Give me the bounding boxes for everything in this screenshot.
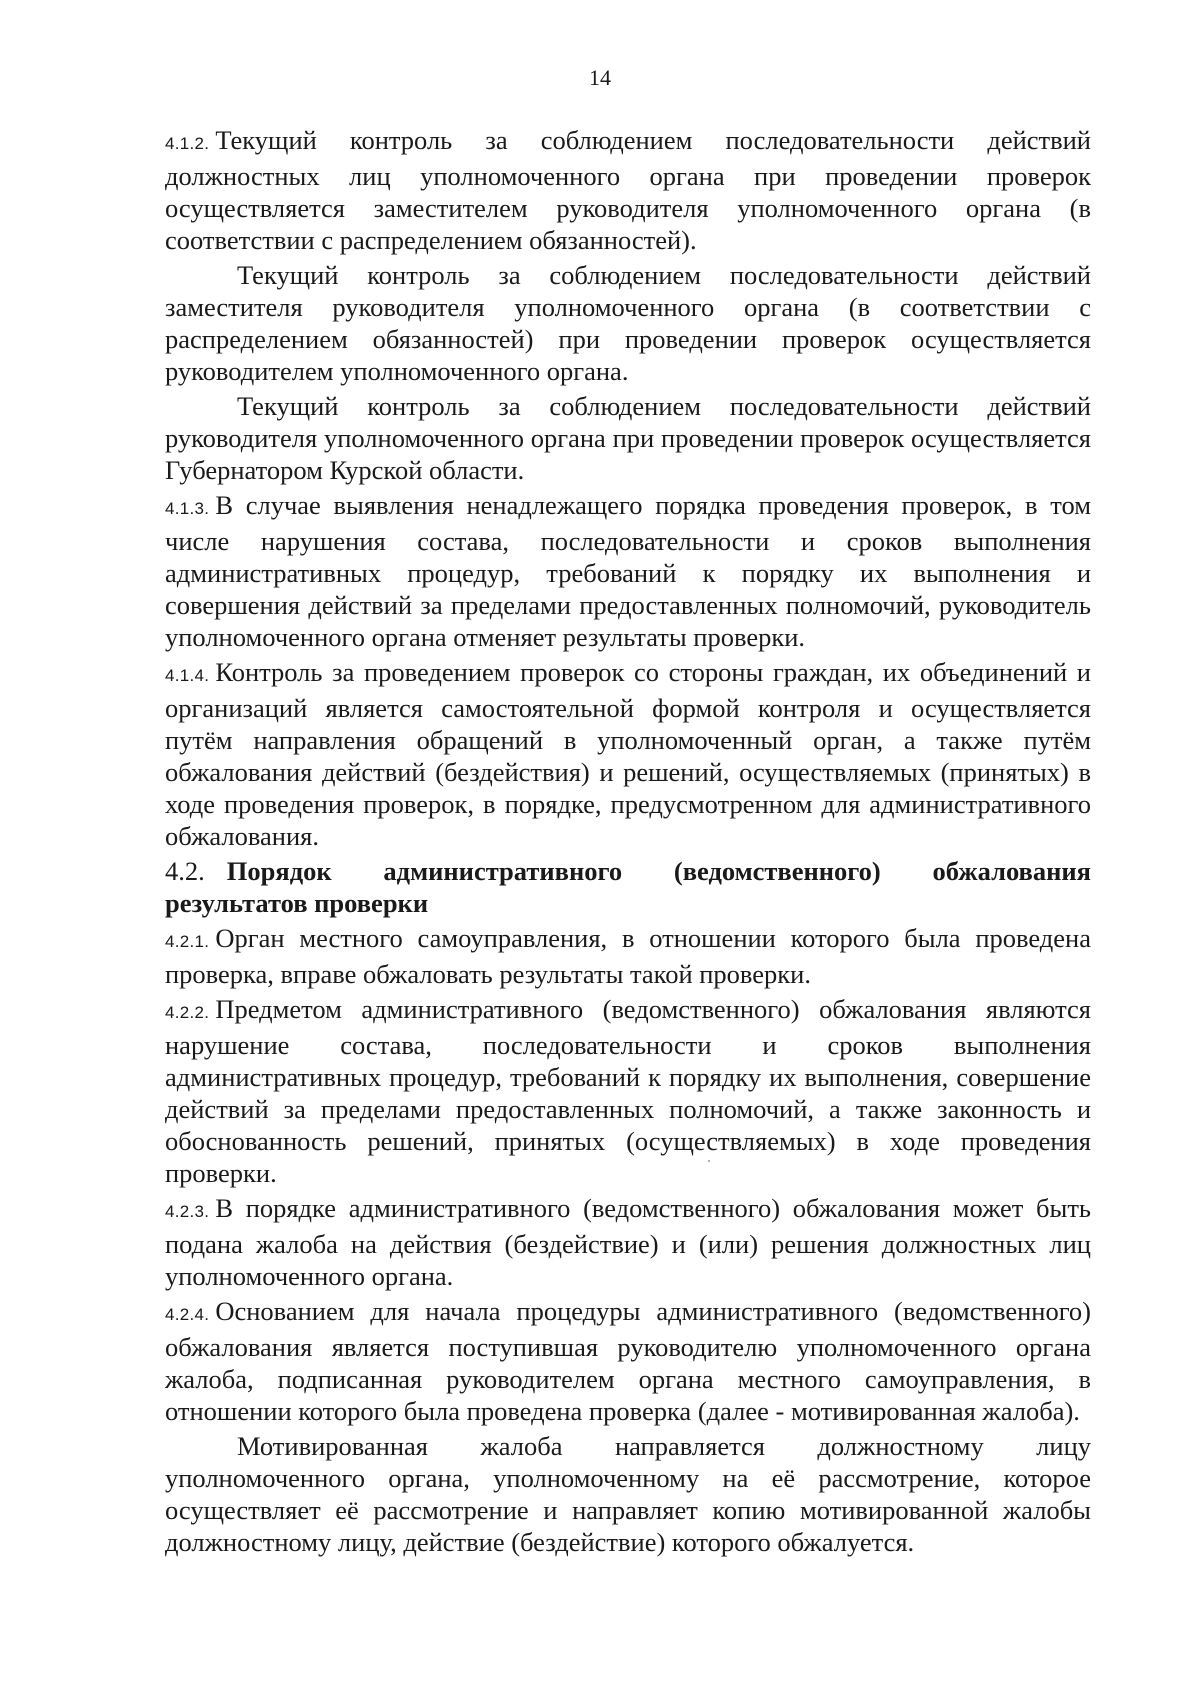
- paragraph-text: Контроль за проведением проверок со стороны граждан, их объединений и организаций является самостоятельной формой контроля и осуществляется путём направления обращений в уполномоченный орган, а также путём обжалования действий (бездействия) и решений, осуществляемых (принятых) в ходе проведения проверок, в порядке, предусмотренном для административного обжалования.: [165, 657, 1091, 851]
- scan-speck: [708, 1160, 710, 1162]
- paragraph-4-2-2: [165, 993, 1091, 1189]
- paragraph-deputy-control: [165, 259, 1091, 387]
- paragraph-text: Основанием для начала процедуры административного (ведомственного) обжалования является поступившая руководителю уполномоченного органа жалоба, подписанная руководителем органа местного самоуправления, в отношении которого была проведена проверка (далее - мотивированная жалоба).: [165, 1296, 1091, 1426]
- paragraph-number: 4.1.3.: [165, 499, 210, 518]
- paragraph-text: Текущий контроль за соблюдением последовательности действий должностных лиц уполномоченного органа при проведении проверок осуществляется заместителем руководителя уполномоченного органа (в соответствии с распределением обязанностей).: [165, 125, 1091, 255]
- paragraph-4-2-4: [165, 1295, 1091, 1427]
- paragraph-4-2-1: [165, 922, 1091, 990]
- section-number: 4.2.: [165, 856, 205, 886]
- paragraph-number: 4.2.4.: [165, 1305, 210, 1324]
- section-heading-4-2: [165, 855, 1091, 919]
- section-title: Порядок административного (ведомственного) обжалования результатов проверки: [165, 856, 1091, 918]
- paragraph-text: Предметом административного (ведомственного) обжалования являются нарушение состава, последовательности и сроков выполнения административных процедур, требований к порядку их выполнения, совершение действий за пределами предоставленных полномочий, а также законность и обоснованность решений, принятых (осуществляемых) в ходе проведения проверки.: [165, 994, 1091, 1188]
- paragraph-4-1-2: [165, 124, 1091, 256]
- paragraph-head-control: [165, 390, 1091, 486]
- paragraph-text: Мотивированная жалоба направляется должностному лицу уполномоченного органа, уполномоченному на её рассмотрение, которое осуществляет её рассмотрение и направляет копию мотивированной жалобы должностному лицу, действие (бездействие) которого обжалуется.: [165, 1431, 1091, 1557]
- paragraph-text: Текущий контроль за соблюдением последовательности действий заместителя руководителя уполномоченного органа (в соответствии с распределением обязанностей) при проведении проверок осуществляется руководителем уполномоченного органа.: [165, 260, 1091, 386]
- paragraph-number: 4.2.3.: [165, 1202, 210, 1221]
- paragraph-number: 4.2.1.: [165, 932, 210, 951]
- paragraph-4-1-3: [165, 489, 1091, 653]
- paragraph-text: Орган местного самоуправления, в отношении которого была проведена проверка, вправе обжаловать результаты такой проверки.: [165, 923, 1091, 989]
- paragraph-text: В порядке административного (ведомственного) обжалования может быть подана жалоба на действия (бездействие) и (или) решения должностных лиц уполномоченного органа.: [165, 1193, 1091, 1291]
- paragraph-complaint-routing: [165, 1430, 1091, 1558]
- paragraph-number: 4.1.4.: [165, 666, 210, 685]
- document-body: [165, 124, 1091, 1558]
- paragraph-number: 4.2.2.: [165, 1003, 210, 1022]
- paragraph-4-1-4: [165, 656, 1091, 852]
- paragraph-4-2-3: [165, 1192, 1091, 1292]
- paragraph-text: Текущий контроль за соблюдением последовательности действий руководителя уполномоченного органа при проведении проверок осуществляется Губернатором Курской области.: [165, 391, 1091, 485]
- paragraph-number: 4.1.2.: [165, 134, 210, 153]
- paragraph-text: В случае выявления ненадлежащего порядка проведения проверок, в том числе нарушения состава, последовательности и сроков выполнения административных процедур, требований к порядку их выполнения и совершения действий за пределами предоставленных полномочий, руководитель уполномоченного органа отменяет результаты проверки.: [165, 490, 1091, 652]
- page-number: 14: [589, 65, 611, 90]
